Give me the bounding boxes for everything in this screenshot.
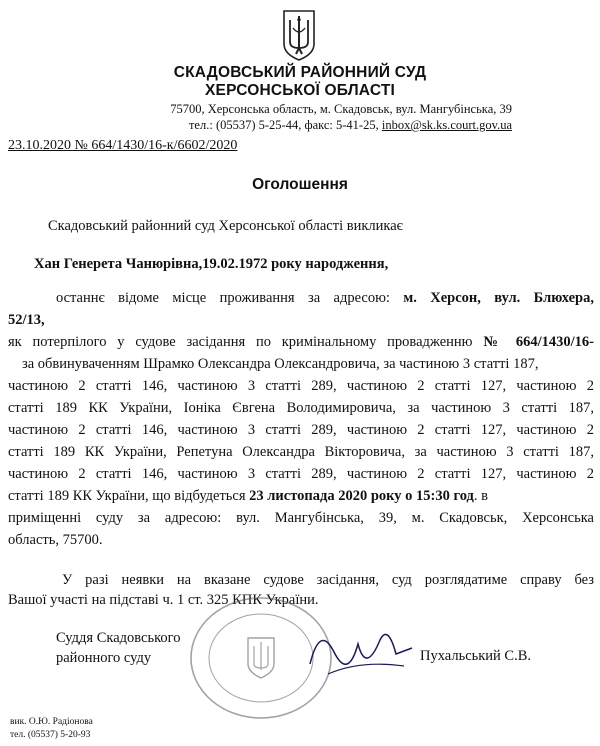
body-line: останнє відоме місце проживання за адресою: м. Херсон, вул. Блюхера, <box>56 290 594 306</box>
absence-line: У разі неявки на вказане судове засідання, суд розглядатиме справу без <box>62 572 594 588</box>
handwritten-signature-icon <box>300 604 420 694</box>
summons-text: Скадовський районний суд Херсонської області викликає <box>48 218 403 234</box>
notice-body <box>8 287 594 551</box>
document-title: Оголошення <box>252 176 348 193</box>
executor-phone: тел. (05537) 5-20-93 <box>10 730 91 740</box>
body-line: 52/13, <box>8 312 45 328</box>
court-name: СКАДОВСЬКИЙ РАЙОННИЙ СУД <box>173 64 427 81</box>
summoned-person: Хан Генерета Чанюрівна,19.02.1972 року народження, <box>34 256 389 272</box>
body-line: частиною 2 статті 146, частиною 3 статті 289, частиною 2 статті 127, частиною 2 <box>8 378 594 394</box>
executor-info <box>10 716 93 742</box>
email-link[interactable]: inbox@sk.ks.court.gov.ua <box>381 118 512 132</box>
body-line: частиною 2 статті 146, частиною 3 статті 289, частиною 2 статті 127, частиною 2 <box>8 422 594 438</box>
body-line: статті 189 КК України, Репетуна Олександра Вікторовича, за частиною 3 статті 187, <box>8 444 594 460</box>
body-line: статті 189 КК України, що відбудеться 23 листопада 2020 року о 15:30 год. в <box>8 488 488 504</box>
body-line: за обвинуваченням Шрамко Олександра Олександровича, за частиною 3 статті 187, <box>22 356 539 372</box>
absence-line: Вашої участі на підставі ч. 1 ст. 325 КПК України. <box>8 592 319 608</box>
body-line: як потерпілого у судове засідання по кримінальному провадженню № 664/1430/16- <box>8 334 594 350</box>
document-reference: 23.10.2020 № 664/1430/16-к/6602/2020 <box>8 138 238 153</box>
judge-name: Пухальський С.В. <box>420 648 532 664</box>
trident-coat-of-arms-icon <box>281 8 317 62</box>
body-line: частиною 2 статті 146, частиною 3 статті 289, частиною 2 статті 127, частиною 2 <box>8 466 594 482</box>
court-contacts <box>189 118 512 133</box>
contacts-phone-fax: тел.: (05537) 5-25-44, факс: 5-41-25, <box>188 118 382 132</box>
executor-name: вик. О.Ю. Радіонова <box>10 717 93 727</box>
judge-title: Суддя Скадовського районного суду <box>56 630 181 666</box>
body-line: статті 189 КК України, Іоніка Євгена Володимировича, за частиною 3 статті 187, <box>8 400 594 416</box>
hearing-datetime: 23 листопада 2020 року о 15:30 год <box>249 488 474 504</box>
court-address: 75700, Херсонська область, м. Скадовськ, вул. Мангубінська, 39 <box>170 102 512 116</box>
court-region: ХЕРСОНСЬКОЇ ОБЛАСТІ <box>205 82 395 99</box>
body-line: приміщенні суду за адресою: вул. Мангубінська, 39, м. Скадовськ, Херсонська <box>8 510 594 526</box>
body-line: область, 75700. <box>8 532 103 548</box>
